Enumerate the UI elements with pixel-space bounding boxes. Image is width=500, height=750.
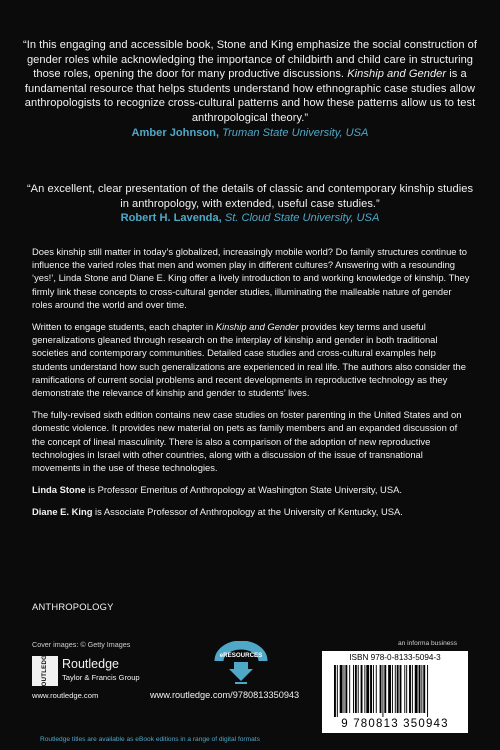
quote-1-book-title: Kinship and Gender xyxy=(347,68,447,81)
eresources-icon xyxy=(213,641,269,685)
description-book-title: Kinship and Gender xyxy=(215,321,299,333)
quote-2-text: “An excellent, clear presentation of the details of classic and contemporary kinship studies in anthropology, with extended, useful case studies.” xyxy=(26,183,474,210)
barcode-bars-icon xyxy=(334,665,456,717)
author-bio-2: Diane E. King is Associate Professor of Anthropology at the University of Kentucky, USA. xyxy=(32,506,403,518)
quote-1-text-end: is a fundamental resource that helps students understand how ethnographic case studies allow anthropologists to recognize cross-cultural patterns and how these patterns allow us to test anthropological theory.” xyxy=(24,68,476,124)
barcode xyxy=(322,651,468,733)
quote-2-author: Robert H. Lavenda, xyxy=(120,212,222,225)
quote-1-author: Amber Johnson, xyxy=(131,126,220,139)
subject-category: ANTHROPOLOGY xyxy=(32,601,114,612)
author-name-1: Linda Stone xyxy=(32,484,86,496)
informa-tagline: an informa business xyxy=(398,640,458,647)
resources-url: www.routledge.com/9780813350943 xyxy=(150,690,300,700)
quote-1-attribution xyxy=(22,126,478,141)
description-paragraph-2: Written to engage students, each chapter in Kinship and Gender provides key terms and useful generalizations gleaned through research on the interplay of kinship and gender in both traditional societies and contemporary communities. Detailed case studies and cross-cultural examples help students understand how such generalizations are experienced in real life. The authors also consider the ramifications of current social problems and recent developments in reproductive technology as they demonstrate the relevance of kinship and gender to students’ lives. xyxy=(32,321,466,399)
description-paragraph-1: Does kinship still matter in today’s globalized, increasingly mobile world? Do family structures continue to influence the varied roles that men and women play in different cultures? Answering with a resounding ‘yes!’, Linda Stone and Diane E. King offer a lively introduction to and working knowledge of kinship. They firmly link these concepts to cross-cultural gender studies, illuminating the malleable nature of gender roles around the world and over time. xyxy=(32,246,470,310)
author-name-2: Diane E. King xyxy=(32,506,93,518)
publisher-name: Routledge xyxy=(62,657,119,671)
quote-2-attribution xyxy=(22,211,478,226)
barcode-number: 9 780813 350943 xyxy=(341,718,449,730)
description-paragraph-3: The fully-revised sixth edition contains new case studies on foster parenting in the United States and on domestic violence. It provides new material on pets as family members and an expanded discussion of the concept of lineal masculinity. There is also a comparison of the adoption of new reproductive technologies in Israel with other countries, along with a discussion of the issue of transnational movements in the use of these technologies. xyxy=(32,409,462,474)
quote-2-affiliation: St. Cloud State University, USA xyxy=(224,212,380,225)
quote-1-text-start: “In this engaging and accessible book, Stone and King emphasize the social construction of gender roles while acknowledging the importance of childbirth and child care in structuring those roles, opening the door for many productive discussions. xyxy=(22,39,478,81)
isbn-number: ISBN 978-0-8133-5094-3 xyxy=(349,653,441,662)
author-bio-1: Linda Stone is Professor Emeritus of Anthropology at Washington State University, USA. xyxy=(32,484,402,496)
book-description xyxy=(32,245,472,528)
routledge-logo-icon: ROUTLEDGE xyxy=(32,656,58,686)
endorsement-quote-1 xyxy=(22,38,478,140)
publisher-website: www.routledge.com xyxy=(32,691,99,700)
eresources-label: eRESOURCES xyxy=(219,652,263,659)
endorsement-quote-2 xyxy=(22,182,478,226)
cover-credit: Cover images: © Getty Images xyxy=(32,640,131,649)
quote-1-affiliation: Truman State University, USA xyxy=(222,126,369,139)
publisher-group: Taylor & Francis Group xyxy=(62,673,140,682)
ebook-note: Routledge titles are available as eBook editions in a range of digital formats xyxy=(40,736,260,743)
